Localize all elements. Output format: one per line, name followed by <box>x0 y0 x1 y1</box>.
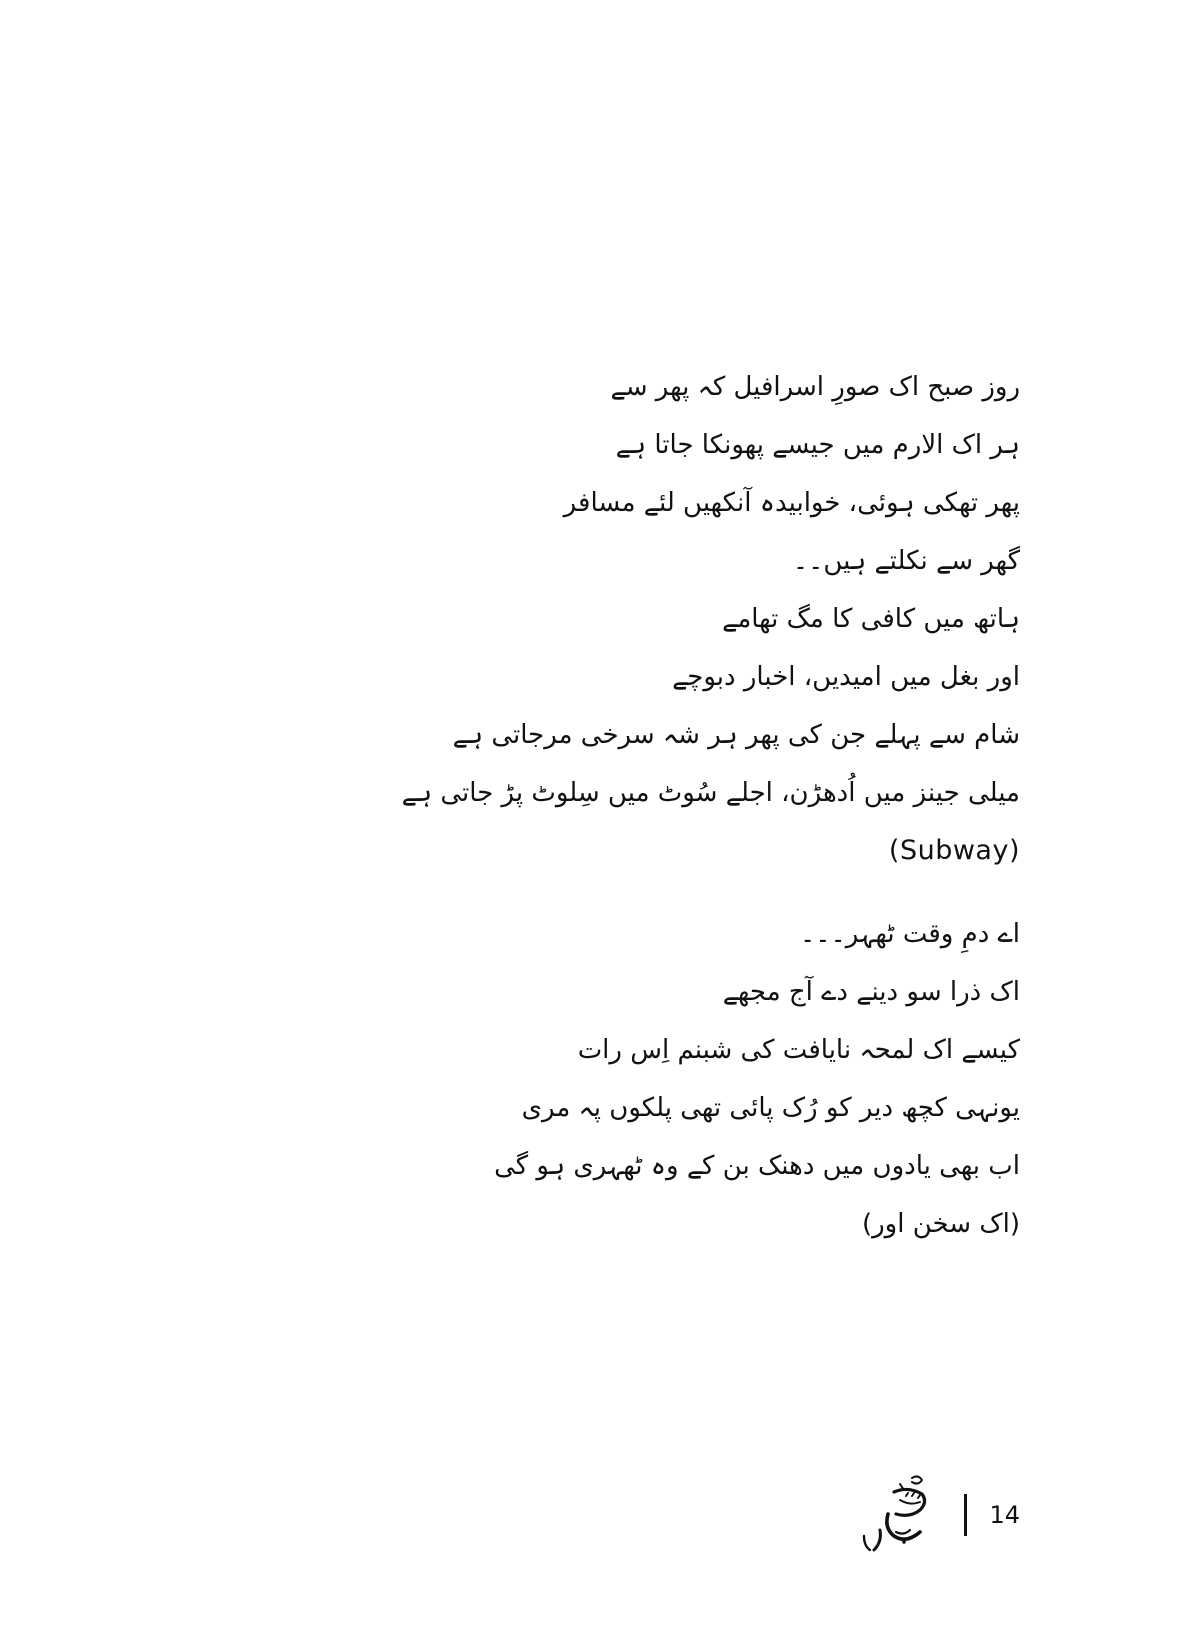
poem-line: ہاتھ میں کافی کا مگ تھامے <box>722 604 1020 634</box>
poem-stanza-2 <box>494 905 1020 1253</box>
poem-stanza-1 <box>402 358 1020 880</box>
poem-line: اک ذرا سو دینے دے آج مجھے <box>722 977 1020 1007</box>
poem-line: شام سے پہلے جن کی پھر ہر شہ سرخی مرجاتی ہے <box>452 720 1020 750</box>
poem-line: اور بغل میں امیدیں، اخبار دبوچے <box>672 662 1020 692</box>
poem-line: اب بھی یادوں میں دھنک بن کے وہ ٹھہری ہو گی <box>494 1151 1020 1181</box>
page-number: 14 <box>989 1501 1020 1529</box>
calligraphy-logo-icon <box>850 1470 950 1560</box>
poem-line: گھر سے نکلتے ہیں۔۔ <box>792 546 1020 576</box>
poem-line: یونہی کچھ دیر کو رُک پائی تھی پلکوں پہ مری <box>521 1093 1020 1123</box>
poem-source-title: (اک سخن اور) <box>861 1209 1020 1239</box>
poem-line: کیسے اک لمحہ نایافت کی شبنم اِس رات <box>577 1035 1020 1065</box>
poem-line: میلی جینز میں اُدھڑن، اجلے سُوٹ میں سِلوٹ پڑ جاتی ہے <box>401 778 1020 808</box>
poem-source-title: (Subway) <box>888 835 1020 866</box>
footer-divider <box>964 1494 967 1536</box>
poem-line: روز صبح اک صورِ اسرافیل کہ پھر سے <box>610 372 1020 402</box>
book-logo <box>850 1470 950 1560</box>
page-footer <box>850 1470 1020 1560</box>
poem-line: ہر اک الارم میں جیسے پھونکا جاتا ہے <box>615 430 1020 460</box>
poem-line: اے دمِ وقت ٹھہر۔۔۔ <box>800 919 1020 949</box>
poem-line: پھر تھکی ہوئی، خوابیدہ آنکھیں لئے مسافر <box>563 488 1020 518</box>
